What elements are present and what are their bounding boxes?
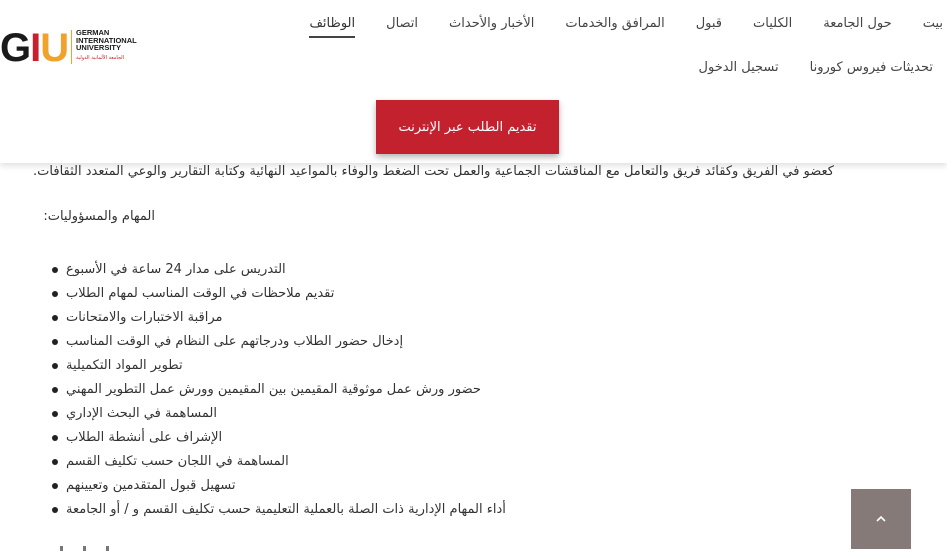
- logo-subtitle: الجامعة الألمانية الدولية: [76, 55, 125, 61]
- bullet-icon: [52, 339, 58, 345]
- list-item: [52, 282, 506, 306]
- list-item: [52, 450, 506, 474]
- task-text: تقديم ملاحظات في الوقت المناسب لمهام الطلاب: [66, 286, 335, 301]
- list-item: [52, 354, 506, 378]
- list-item: [52, 330, 506, 354]
- task-text: تسهيل قبول المتقدمين وتعيينهم: [66, 478, 236, 493]
- giu-logo[interactable]: [0, 28, 150, 68]
- logo-name-line: GERMAN: [76, 28, 110, 37]
- nav-item-about[interactable]: حول الجامعة: [823, 16, 892, 31]
- nav-item-admission[interactable]: قبول: [695, 16, 723, 31]
- bullet-icon: [52, 483, 58, 489]
- logo-letter-i: I: [30, 26, 41, 70]
- cut-off-text: [60, 546, 150, 551]
- task-text: مراقبة الاختبارات والامتحانات: [66, 310, 223, 325]
- list-item: [52, 498, 506, 522]
- logo-letter-u: U: [40, 26, 69, 70]
- bullet-icon: [52, 387, 58, 393]
- logo-letters: [0, 28, 68, 68]
- list-item: [52, 402, 506, 426]
- primary-nav: [278, 14, 943, 38]
- job-description: [0, 163, 947, 551]
- bullet-icon: [52, 435, 58, 441]
- site-header: [0, 0, 947, 163]
- nav-item-jobs[interactable]: الوظائف: [309, 14, 355, 38]
- task-text: حضور ورش عمل موثوقية المقيمين بين المقيمين وورش عمل التطوير المهني: [66, 382, 481, 397]
- secondary-nav: [668, 60, 933, 75]
- logo-name-line: UNIVERSITY: [76, 43, 122, 53]
- chevron-up-icon: [875, 515, 887, 523]
- scroll-to-top-button[interactable]: [851, 489, 911, 549]
- list-item: [52, 306, 506, 330]
- bullet-icon: [52, 507, 58, 513]
- task-text: المساهمة في البحث الإداري: [66, 406, 217, 421]
- logo-name-line: INTERNATIONAL: [76, 35, 137, 45]
- list-item: [52, 474, 506, 498]
- bullet-icon: [52, 411, 58, 417]
- bullet-icon: [52, 315, 58, 321]
- task-text: تطوير المواد التكميلية: [66, 358, 183, 373]
- nav-item-news-events[interactable]: الأخبار والأحداث: [449, 16, 535, 31]
- nav-item-corona-updates[interactable]: تحديثات فيروس كورونا: [809, 60, 933, 75]
- tasks-list: [52, 258, 506, 522]
- nav-item-login[interactable]: تسجيل الدخول: [698, 60, 779, 75]
- list-item: [52, 426, 506, 450]
- logo-name: [76, 29, 137, 52]
- nav-item-contact[interactable]: اتصال: [386, 16, 419, 31]
- task-text: إدخال حضور الطلاب ودرجاتهم على النظام في الوقت المناسب: [66, 334, 404, 349]
- tasks-heading: المهام والمسؤوليات:: [43, 209, 155, 224]
- nav-item-faculties[interactable]: الكليات: [753, 16, 793, 31]
- task-text: المساهمة في اللجان حسب تكليف القسم: [66, 454, 289, 469]
- nav-item-facilities-services[interactable]: المرافق والخدمات: [565, 16, 665, 31]
- logo-letter-g: G: [0, 26, 31, 70]
- bullet-icon: [52, 363, 58, 369]
- skills-paragraph: كعضو في الفريق وكقائد فريق والتعامل مع المناقشات الجماعية والعمل تحت الضغط والوفاء بالمواعيد النهائية وكتابة التقارير والوعي المتعدد الثقافات.: [33, 164, 834, 179]
- nav-item-home[interactable]: بيت: [922, 16, 943, 31]
- task-text: التدريس على مدار 24 ساعة في الأسبوع: [66, 262, 286, 277]
- logo-separator: [71, 30, 72, 64]
- list-item: [52, 258, 506, 282]
- bullet-icon: [52, 267, 58, 273]
- task-text: الإشراف على أنشطة الطلاب: [66, 430, 223, 445]
- apply-online-button[interactable]: تقديم الطلب عبر الإنترنت: [376, 100, 559, 154]
- task-text: أداء المهام الإدارية ذات الصلة بالعملية التعليمية حسب تكليف القسم و / أو الجامعة: [66, 502, 506, 517]
- list-item: [52, 378, 506, 402]
- bullet-icon: [52, 291, 58, 297]
- bullet-icon: [52, 459, 58, 465]
